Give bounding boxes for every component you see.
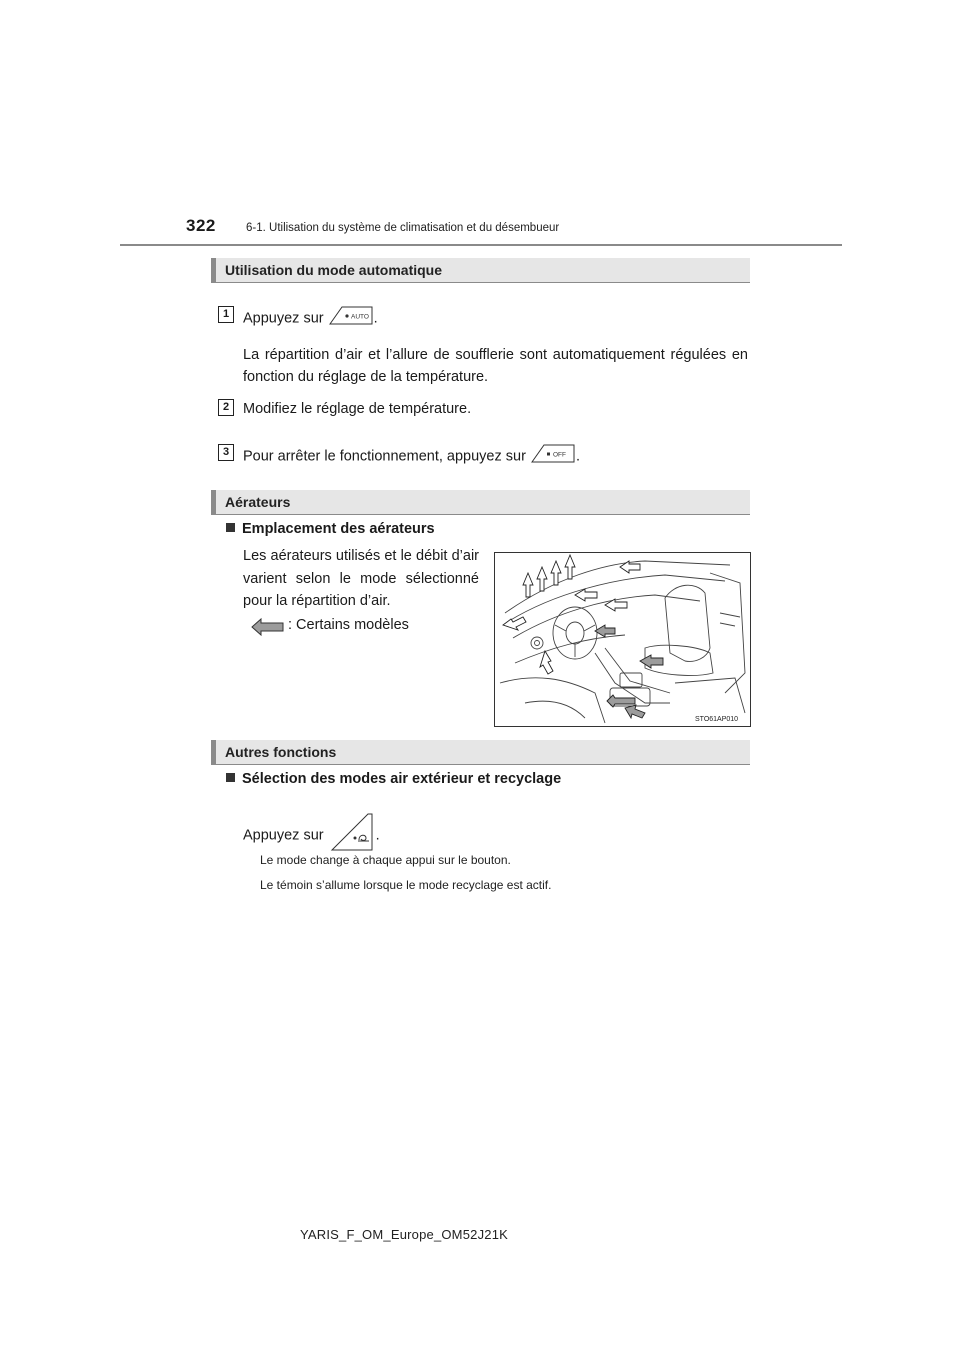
section-header-other [211,740,750,765]
section-header-vents [211,490,750,515]
auto-button-icon [328,304,374,333]
vents-illustration [494,552,751,727]
vents-description: Les aérateurs utilisés et le débit d’air varient selon le mode sélectionné pour la répartition d’air. [243,548,479,609]
note-mode-change: Le mode change à chaque appui sur le bouton. [260,853,511,867]
section-title: Autres fonctions [225,744,337,760]
bullet-square-icon [226,523,235,532]
off-button-icon [530,442,576,471]
other-bullet-title: Sélection des modes air extérieur et recyclage [242,771,562,787]
bullet-square-icon [226,773,235,782]
document-code: YARIS_F_OM_Europe_OM52J21K [300,1227,509,1242]
step-number-3: 3 [218,444,234,461]
chapter-title: 6-1. Utilisation du système de climatisation et du désembueur [246,222,560,234]
step-1-detail: La répartition d’air et l’allure de soufflerie sont automatiquement régulées en fonction du réglage de la température. [243,347,748,385]
page-number: 322 [186,216,216,235]
other-bullet-heading [226,771,561,787]
section-accent [211,258,216,282]
step-3-instruction [243,442,580,471]
vents-legend-text: : Certains modèles [288,617,409,633]
section-accent [211,740,216,764]
note-indicator: Le témoin s’allume lorsque le mode recyclage est actif. [260,878,552,892]
vent-arrow-legend-icon [251,617,285,642]
car-interior-drawing [495,553,750,726]
svg-text:AUTO: AUTO [350,313,369,321]
step-number-2: 2 [218,399,234,416]
section-header-auto [211,258,750,283]
section-title: Utilisation du mode automatique [225,262,443,278]
section-accent [211,490,216,514]
recirculation-instruction [243,812,380,859]
step-1-period: . [373,310,378,327]
vents-bullet-title: Emplacement des aérateurs [242,521,435,537]
step-1-text: Appuyez sur [243,310,324,327]
step-1-instruction [243,304,378,333]
step-2-instruction: Modifiez le réglage de température. [243,401,472,417]
header-divider [120,244,842,246]
step-3-period: . [575,448,580,465]
recirculation-text: Appuyez sur [243,827,324,844]
recirculation-button-icon [328,812,376,859]
step-3-text: Pour arrêter le fonctionnement, appuyez sur [243,448,526,465]
recirculation-period: . [375,827,380,844]
figure-code: STO61AP010 [695,716,739,723]
step-number-1: 1 [218,306,234,323]
section-title: Aérateurs [225,494,291,510]
vents-bullet-heading [226,521,435,537]
svg-text:OFF: OFF [552,451,566,459]
